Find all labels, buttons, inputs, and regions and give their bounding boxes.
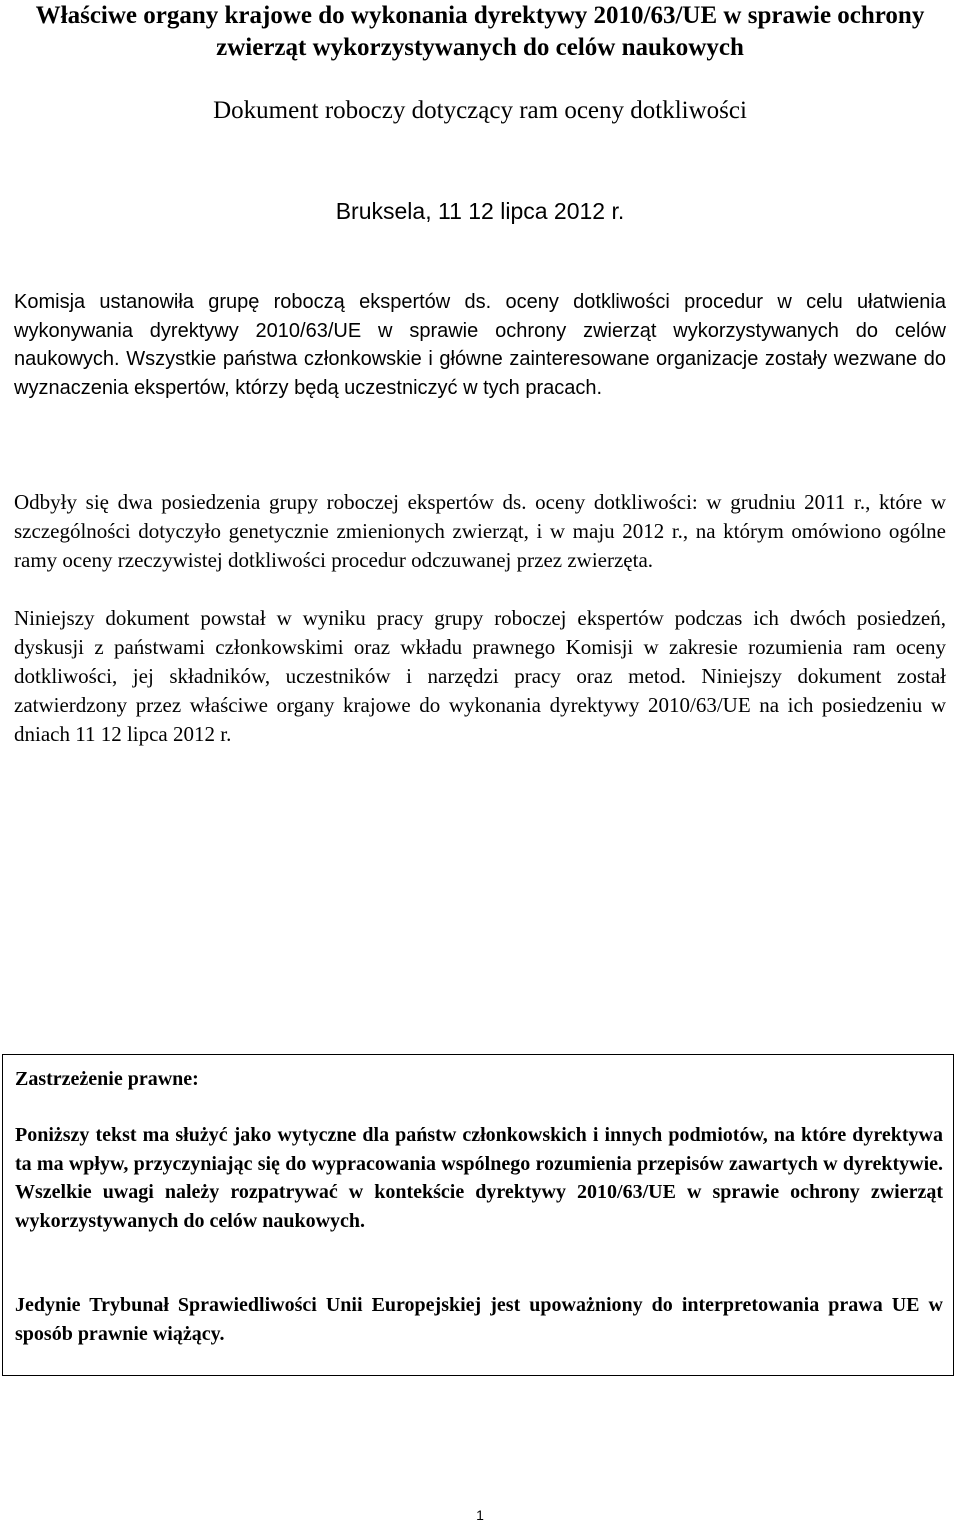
page-number: 1 [476, 1507, 484, 1523]
disclaimer-paragraph: Poniższy tekst ma służyć jako wytyczne dla państw członkowskich i innych podmiotów, na które dyrektywa ta ma wpływ, przyczyniając się do wypracowania wspólnego rozumienia przepisów zawartych w dyrektywie. Wszelkie uwagi należy rozpatrywać w kontekście dyrektywy 2010/63/UE w sprawie ochrony zwierząt wykorzystywanych do celów naukowych. [15, 1124, 943, 1232]
legal-disclaimer-box [2, 1054, 954, 1376]
disclaimer-heading: Zastrzeżenie prawne: [15, 1068, 199, 1090]
disclaimer-paragraph: Jedynie Trybunał Sprawiedliwości Unii Europejskiej jest upoważniony do interpretowania prawa UE w sposób prawnie wiążący. [15, 1294, 943, 1345]
intro-paragraph: Komisja ustanowiła grupę roboczą ekspertów ds. oceny dotkliwości procedur w celu ułatwienia wykonywania dyrektywy 2010/63/UE w sprawie ochrony zwierząt wykorzystywanych do celów naukowych. Wszystkie państwa członkowskie i główne zainteresowane organizacje zostały wezwane do wyznaczenia ekspertów, którzy będą uczestniczyć w tych pracach. [14, 291, 946, 399]
origin-paragraph: Niniejszy dokument powstał w wyniku pracy grupy roboczej ekspertów podczas ich dwóch posiedzeń, dyskusji z państwami członkowskimi oraz wkładu prawnego Komisji w zakresie rozumienia ram oceny dotkliwości, jej składników, uczestników i narzędzi pracy oraz metod. Niniejszy dokument został zatwierdzony przez właściwe organy krajowe do wykonania dyrektywy 2010/63/UE na ich posiedzeniu w dniach 11 12 lipca 2012 r. [14, 606, 946, 746]
dateline: Bruksela, 11 12 lipca 2012 r. [335, 198, 625, 224]
document-subtitle: Dokument roboczy dotyczący ram oceny dotkliwości [213, 97, 747, 124]
document-title: Właściwe organy krajowe do wykonania dyrektywy 2010/63/UE w sprawie ochrony zwierząt wykorzystywanych do celów naukowych [35, 2, 925, 61]
meetings-paragraph: Odbyły się dwa posiedzenia grupy roboczej ekspertów ds. oceny dotkliwości: w grudniu 2011 r., które w szczególności dotyczyło genetycznie zmienionych zwierząt, i w maju 2012 r., na którym omówiono ogólne ramy oceny rzeczywistej dotkliwości procedur odczuwanej przez zwierzęta. [14, 490, 946, 572]
